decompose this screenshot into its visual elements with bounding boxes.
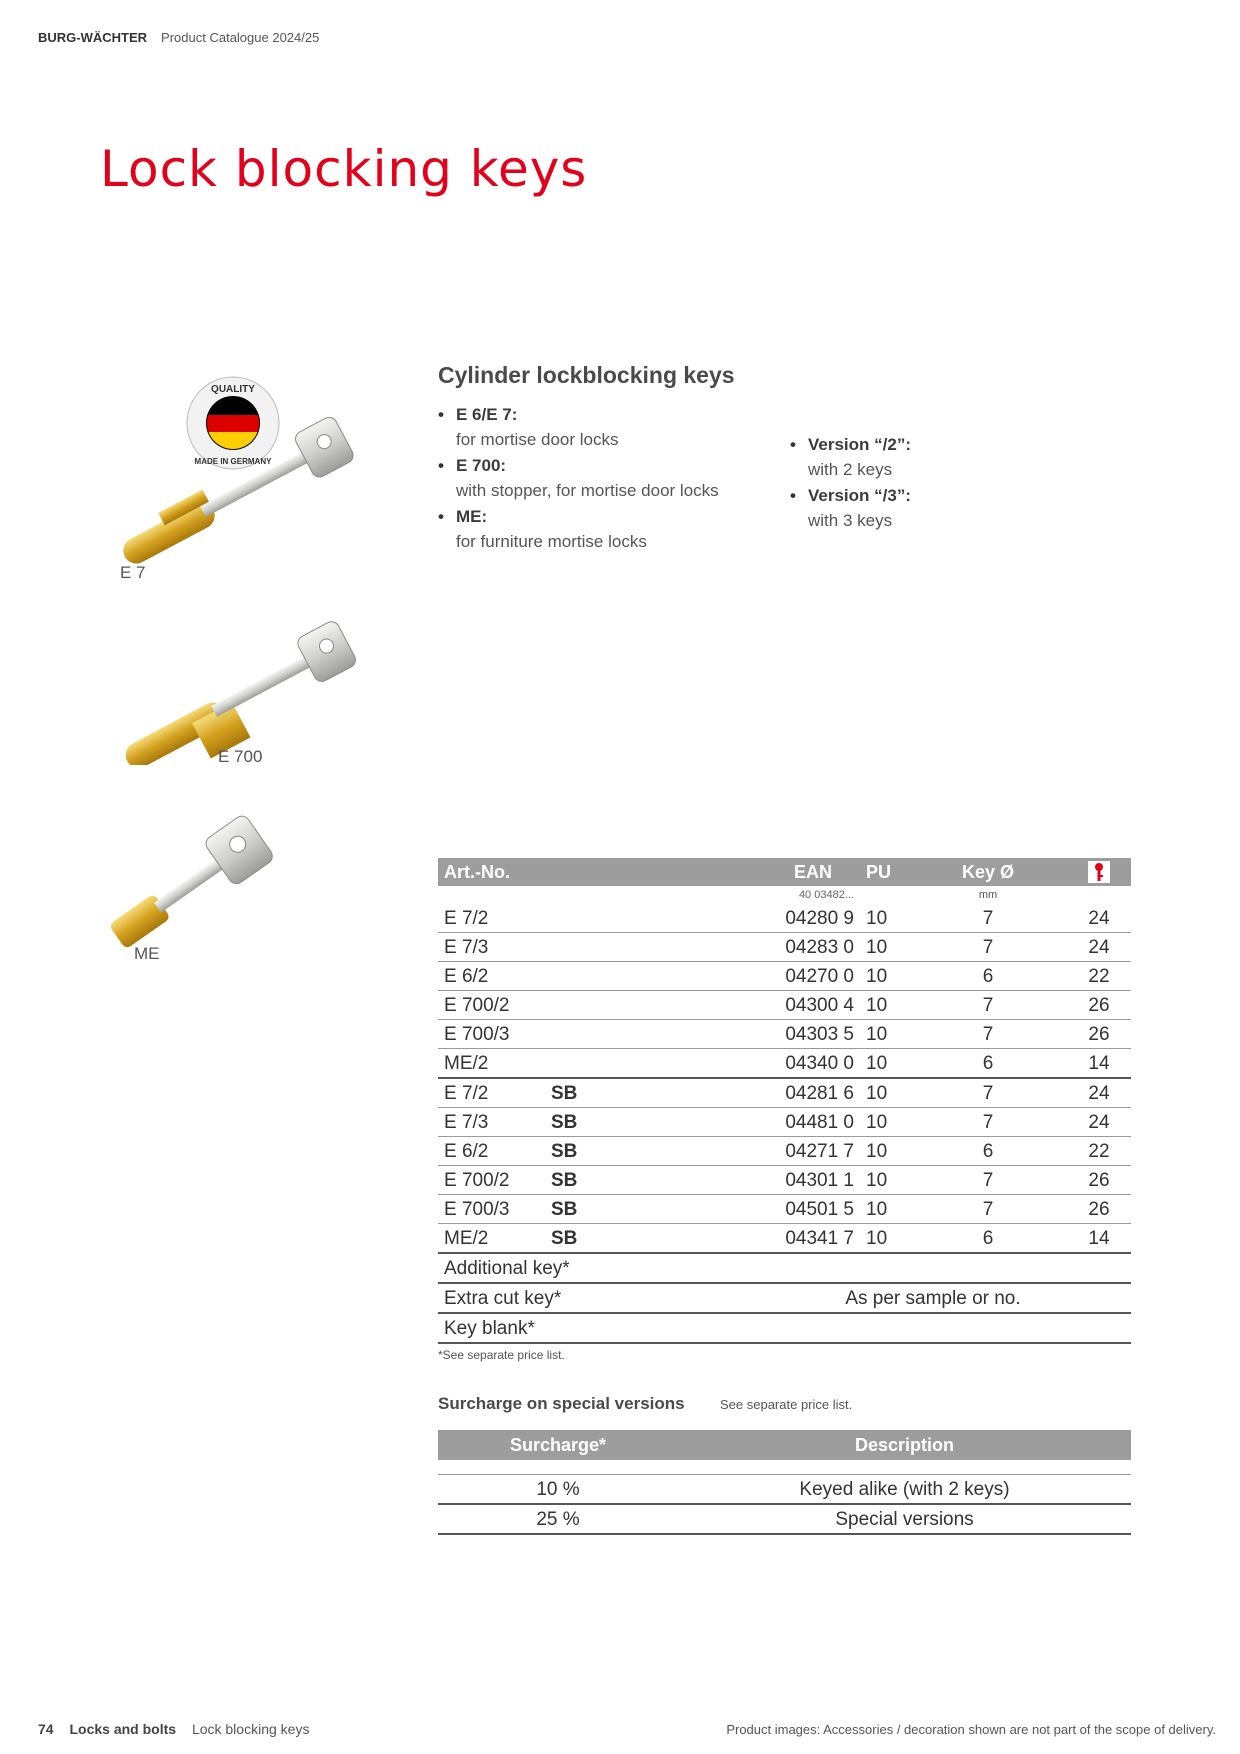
list-item [790, 432, 1050, 482]
type-name: E 700: [456, 456, 507, 475]
extra-row: Additional key* [438, 1254, 1131, 1284]
image-caption-me: ME [134, 944, 160, 963]
table-header [438, 858, 1131, 886]
table-row: E 7/3 04283 0 10 7 24 [438, 933, 1131, 962]
table-row: E 700/3 SB 04501 5 10 7 26 [438, 1195, 1131, 1224]
surcharge-note: See separate price list. [720, 1397, 853, 1412]
running-header [38, 30, 319, 45]
version-description: with 3 keys [808, 511, 893, 530]
page-number: 74 [38, 1721, 54, 1737]
type-description: for mortise door locks [456, 430, 619, 449]
subheader-key-unit: mm [978, 889, 998, 901]
table-footnote: *See separate price list. [438, 1348, 565, 1362]
product-heading: Cylinder lockblocking keys [438, 362, 735, 388]
key-length-icon [1088, 861, 1110, 883]
footer-left [38, 1721, 309, 1737]
footer-subsection: Lock blocking keys [191, 1721, 310, 1737]
surcharge-heading: Surcharge on special versions [438, 1394, 685, 1413]
bullet-icon: • [438, 405, 444, 424]
header-art-no: Art.-No. [444, 862, 510, 882]
bullet-icon: • [438, 507, 444, 526]
table-row: ME/2 04340 0 10 6 14 [438, 1049, 1131, 1079]
table-row: 25 % Special versions [438, 1505, 1131, 1535]
bullet-icon: • [438, 456, 444, 475]
version-description: with 2 keys [808, 460, 893, 479]
type-description: for furniture mortise locks [456, 532, 647, 551]
footer-disclaimer: Product images: Accessories / decoration shown are not part of the scope of delivery. [726, 1722, 1216, 1737]
surcharge-table-header [438, 1430, 1131, 1460]
blocking-key-e700-image [80, 585, 360, 765]
list-item [438, 453, 768, 503]
table-row: E 7/2 04280 9 10 7 24 [438, 904, 1131, 933]
table-row: ME/2 SB 04341 7 10 6 14 [438, 1224, 1131, 1254]
table-row: E 700/2 SB 04301 1 10 7 26 [438, 1166, 1131, 1195]
table-row: E 6/2 04270 0 10 6 22 [438, 962, 1131, 991]
bullet-icon: • [790, 486, 796, 505]
table-row: E 6/2 SB 04271 7 10 6 22 [438, 1137, 1131, 1166]
type-description: with stopper, for mortise door locks [456, 481, 719, 500]
divider [438, 1460, 1131, 1475]
page-title: Lock blocking keys [100, 140, 588, 198]
header-surcharge: Surcharge* [509, 1435, 607, 1455]
brand-name: BURG-WÄCHTER [38, 30, 148, 45]
list-item [790, 483, 1050, 533]
version-list [790, 432, 1050, 534]
header-ean: EAN [794, 862, 833, 882]
version-name: Version “/3”: [808, 486, 911, 505]
footer-section: Locks and bolts [69, 1721, 177, 1737]
table-row: E 7/2 SB 04281 6 10 7 24 [438, 1079, 1131, 1108]
table-row: E 7/3 SB 04481 0 10 7 24 [438, 1108, 1131, 1137]
extra-row: Key blank* [438, 1314, 1131, 1344]
version-name: Version “/2”: [808, 435, 911, 454]
article-table [438, 858, 1131, 1362]
table-row: E 700/2 04300 4 10 7 26 [438, 991, 1131, 1020]
table-row: E 700/3 04303 5 10 7 26 [438, 1020, 1131, 1049]
type-list [438, 402, 768, 555]
image-caption-e7: E 7 [120, 563, 146, 582]
table-subheader [438, 886, 1131, 904]
list-item [438, 402, 768, 452]
image-caption-e700: E 700 [218, 747, 263, 766]
subheader-ean-prefix: 40 03482... [798, 889, 854, 901]
quality-made-in-germany-icon [185, 375, 281, 471]
badge-text-top: QUALITY [211, 384, 255, 395]
made-in-germany-badge [185, 375, 281, 471]
blocking-key-me-image [80, 790, 280, 950]
badge-text-bottom: MADE IN GERMANY [194, 457, 272, 466]
bullet-icon: • [790, 435, 796, 454]
header-key-diameter: Key Ø [961, 862, 1015, 882]
type-name: ME: [456, 507, 488, 526]
table-row: 10 % Keyed alike (with 2 keys) [438, 1475, 1131, 1505]
surcharge-table [438, 1430, 1131, 1535]
header-pu: PU [866, 862, 892, 882]
extra-row: Extra cut key* As per sample or no. [438, 1284, 1131, 1314]
list-item [438, 504, 768, 554]
header-description: Description [854, 1435, 955, 1455]
type-name: E 6/E 7: [456, 405, 518, 424]
catalogue-name: Product Catalogue 2024/25 [161, 30, 320, 45]
